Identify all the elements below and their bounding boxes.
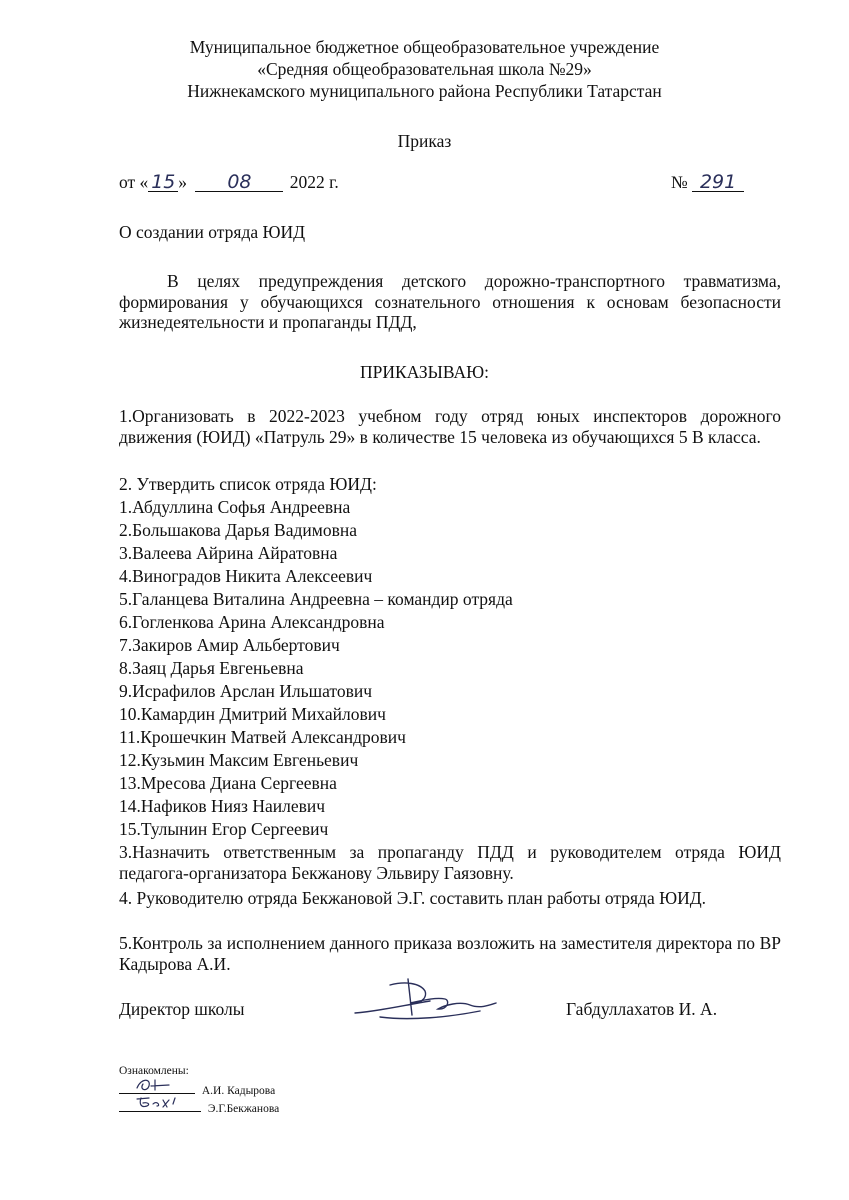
date-day: 15 xyxy=(148,173,178,192)
member-item: 9.Исрафилов Арслан Ильшатович xyxy=(119,681,373,701)
preamble-text: В целях предупреждения детского дорожно-транспортного травматизма, формирования у обучающихся сознательного отношения к основам безопасности жизнедеятельности и пропаганды ПДД, xyxy=(119,271,781,332)
order-item-4: 4. Руководителю отряда Бекжановой Э.Г. составить план работы отряда ЮИД. xyxy=(119,888,707,908)
member-item: 6.Гогленкова Арина Александровна xyxy=(119,612,385,632)
acknowledged-label: Ознакомлены: xyxy=(119,1065,189,1077)
org-name-line3: Нижнекамского муниципального района Республики Татарстан xyxy=(187,81,662,101)
member-item: 12.Кузьмин Максим Евгеньевич xyxy=(119,750,359,770)
member-item: 3.Валеева Айрина Айратовна xyxy=(119,543,338,563)
order-subject: О создании отряда ЮИД xyxy=(119,222,306,242)
order-item-3: 3.Назначить ответственным за пропаганду ПДД и руководителем отряда ЮИД педагога-организатора Бекжанову Эльвиру Гаязовну. xyxy=(119,842,781,883)
order-item-5: 5.Контроль за исполнением данного приказа возложить на заместителя директора по ВР Кадырова А.И. xyxy=(119,933,781,974)
order-number xyxy=(671,172,744,193)
member-item: 13.Мресова Диана Сергеевна xyxy=(119,773,337,793)
doc-type-title: Приказ xyxy=(397,131,452,151)
date-mid: » xyxy=(178,172,188,192)
order-word: ПРИКАЗЫВАЮ: xyxy=(360,362,489,382)
member-item: 8.Заяц Дарья Евгеньевна xyxy=(119,658,304,678)
date-year: 2022 г. xyxy=(289,172,339,192)
member-item: 7.Закиров Амир Альбертович xyxy=(119,635,340,655)
ack-row xyxy=(119,1100,279,1116)
member-item: 11.Крошечкин Матвей Александрович xyxy=(119,727,406,747)
date-month: 08 xyxy=(195,173,283,192)
signature-icon xyxy=(133,1076,173,1094)
date-prefix: от « xyxy=(119,172,149,192)
member-item: 15.Тулынин Егор Сергеевич xyxy=(119,819,329,839)
ack-name: Э.Г.Бекжанова xyxy=(207,1103,280,1115)
member-item: 1.Абдуллина Софья Андреевна xyxy=(119,497,351,517)
member-item: 10.Камардин Дмитрий Михайлович xyxy=(119,704,386,724)
number-value: 291 xyxy=(692,173,744,192)
member-item: 5.Галанцева Виталина Андреевна – командир отряда xyxy=(119,589,513,609)
member-item: 14.Нафиков Нияз Наилевич xyxy=(119,796,326,816)
ack-name: А.И. Кадырова xyxy=(201,1085,276,1097)
director-signature-icon xyxy=(350,975,500,1025)
member-item: 2.Большакова Дарья Вадимовна xyxy=(119,520,357,540)
number-prefix: № xyxy=(671,172,688,192)
org-name-line1: Муниципальное бюджетное общеобразовательное учреждение xyxy=(189,37,660,57)
ack-signature-line xyxy=(119,1082,195,1094)
ack-signature-line xyxy=(119,1100,201,1112)
order-item-1: 1.Организовать в 2022-2023 учебном году отряд юных инспекторов дорожного движения (ЮИД) «Патруль 29» в количестве 15 человека из обучающихся 5 В класса. xyxy=(119,406,781,447)
org-name-line2: «Средняя общеобразовательная школа №29» xyxy=(257,59,592,79)
member-item: 4.Виноградов Никита Алексеевич xyxy=(119,566,373,586)
signature-name: Габдуллахатов И. А. xyxy=(566,999,718,1019)
order-date xyxy=(119,172,339,193)
order-item-2: 2. Утвердить список отряда ЮИД: xyxy=(119,474,377,494)
signature-icon xyxy=(133,1094,185,1112)
signature-position: Директор школы xyxy=(119,999,245,1019)
